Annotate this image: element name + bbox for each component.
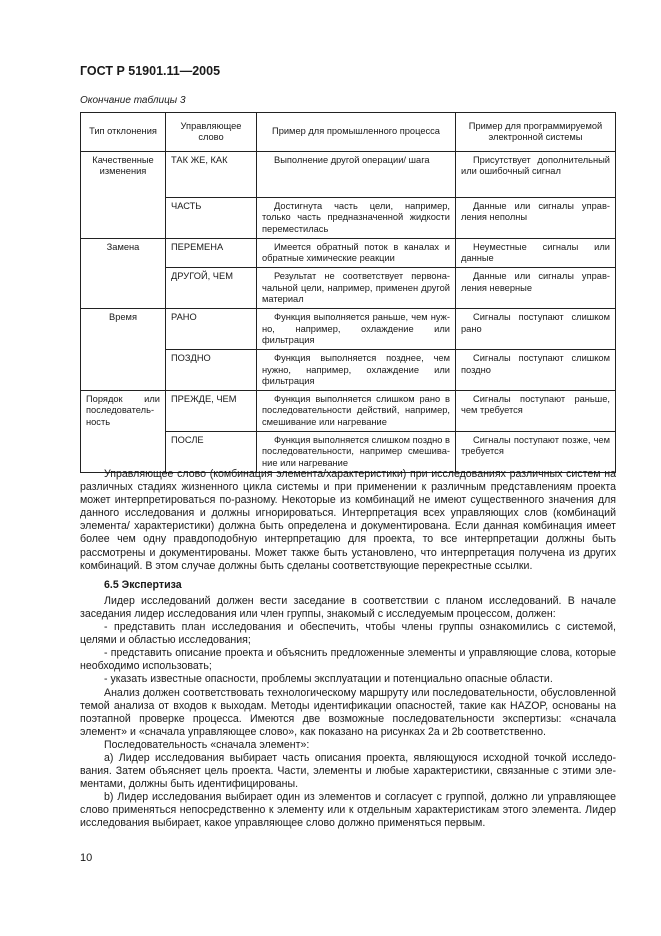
pes-example-cell: Присутствует дополнительный или ошибочный сигнал [456,152,616,198]
pes-example-cell: Данные или сигналы управления неполны [456,198,616,239]
pes-example-cell: Неуместные сигналы или данные [456,238,616,268]
pes-example-cell: Сигналы поступают слишком рано [456,309,616,350]
body-text [80,468,616,831]
deviation-type-cell: Качественные изменения [81,152,166,239]
industrial-example-cell: Результат не соответствует первоначальной цели, например, применен другой материал [257,268,456,309]
document-header: ГОСТ Р 51901.11—2005 [80,64,221,78]
table-row [81,391,616,432]
guide-word-cell: ПЕРЕМЕНА [166,238,257,268]
table-caption: Окончание таблицы 3 [80,95,186,106]
paragraph: Лидер исследований должен вести заседание в соответствии с планом исследований. В начале заседания лидер исследования или член группы, знакомый с исследуемым процессом, должен: [80,594,616,620]
paragraph: Анализ должен соответствовать технологическому маршруту или последовательности, обусловленной темой анализа от входов к выходам. Методы идентификации опасностей, такие как HAZOP, основаны на поэтапной проверке процесса. Имеются две возможные последовательности экспертизы: «сначала элемент» и «сначала управляющее слово», как показано на рисунках 2а и 2b соответственно. [80,686,616,738]
industrial-example-cell: Функция выполняется раньше, чем нужно, например, охлаждение или фильтрация [257,309,456,350]
pes-example-cell: Сигналы поступают слишком поздно [456,350,616,391]
pes-example-cell: Сигналы поступают раньше, чем требуется [456,391,616,432]
industrial-example-cell: Выполнение другой операции/ шага [257,152,456,198]
pes-example-cell: Сигналы поступают позже, чем требуется [456,432,616,473]
table-header-row [81,113,616,152]
guide-word-cell: ДРУГОЙ, ЧЕМ [166,268,257,309]
list-item: b) Лидер исследования выбирает один из элементов и согласует с группой, должно ли управляющее слово применяться непосредственно к элементу или к отдельным характеристикам этого элемента. Лидер исследования выбирает, какое управляющее слово должно применяться первым. [80,791,616,830]
guide-word-cell: ЧАСТЬ [166,198,257,239]
section-title: 6.5 Экспертиза [104,578,182,591]
table-row [81,152,616,198]
guide-word-cell: ПОСЛЕ [166,432,257,473]
paragraph: Последовательность «сначала элемент»: [104,738,310,751]
page-number: 10 [80,852,93,864]
list-item: - представить описание проекта и объяснить предложенные элементы и управляющие слова, которые необходимо использовать; [80,647,616,673]
list-item: a) Лидер исследования выбирает часть описания проекта, являющуюся исходной точкой исследования. Затем объясняет цель проекта. Части, элементы и любые характеристики, связанные с этими элементами, должны быть идентифицированы. [80,751,616,791]
header-industrial-example: Пример для промышленного процесса [257,113,456,152]
deviation-table [80,112,616,473]
industrial-example-cell: Функция выполняется позднее, чем нужно, например, охлаждение или фильтрация [257,350,456,391]
deviation-type-cell: Время [81,309,166,391]
industrial-example-cell: Имеется обратный поток в каналах и обратные химические реакции [257,238,456,268]
deviation-type-cell: Порядок или последовательность [81,391,166,473]
industrial-example-cell: Функция выполняется слишком поздно в последовательности, например смешивание или нагревание [257,432,456,473]
list-item: - представить план исследования и обеспечить, чтобы члены группы ознакомились с системой, целями и областью исследования; [80,621,616,647]
guide-word-cell: ПРЕЖДЕ, ЧЕМ [166,391,257,432]
table-row [81,238,616,268]
table-row [81,309,616,350]
guide-word-cell: ПОЗДНО [166,350,257,391]
list-item: - указать известные опасности, проблемы эксплуатации и потенциально опасные области. [104,673,553,686]
guide-word-cell: ТАК ЖЕ, КАК [166,152,257,198]
header-pes-example: Пример для программируемой электронной системы [456,113,616,152]
guide-word-cell: РАНО [166,309,257,350]
industrial-example-cell: Достигнута часть цели, например, только часть предназначенной жидкости переместилась [257,198,456,239]
paragraph: Управляющее слово (комбинация элемента/характеристики) при исследованиях различных систем на различных стадиях жизненного цикла системы и при применении к различным представлениям проекта может интерпретироваться по-разному. Некоторые из комбинаций не имеют существенного значения для данного исследования и должны игнорироваться. Интерпретация всех управляющих слов (комбинаций элемента/ характеристики) должна быть определена и документирована. Если данная комбинация имеет более чем одну правдоподобную интерпретацию для проекта, то все интерпретации должны быть рассмотрены и документированы. Может также быть установлено, что интерпретация получена из других комбинаций. В этом случае должны быть сделаны соответствующие перекрестные ссылки. [80,468,616,572]
pes-example-cell: Данные или сигналы управления неверные [456,268,616,309]
header-guide-word: Управляющее слово [166,113,257,152]
header-deviation-type: Тип отклонения [81,113,166,152]
deviation-type-cell: Замена [81,238,166,308]
industrial-example-cell: Функция выполняется слишком рано в последовательности действий, например, смешивание или нагревание [257,391,456,432]
